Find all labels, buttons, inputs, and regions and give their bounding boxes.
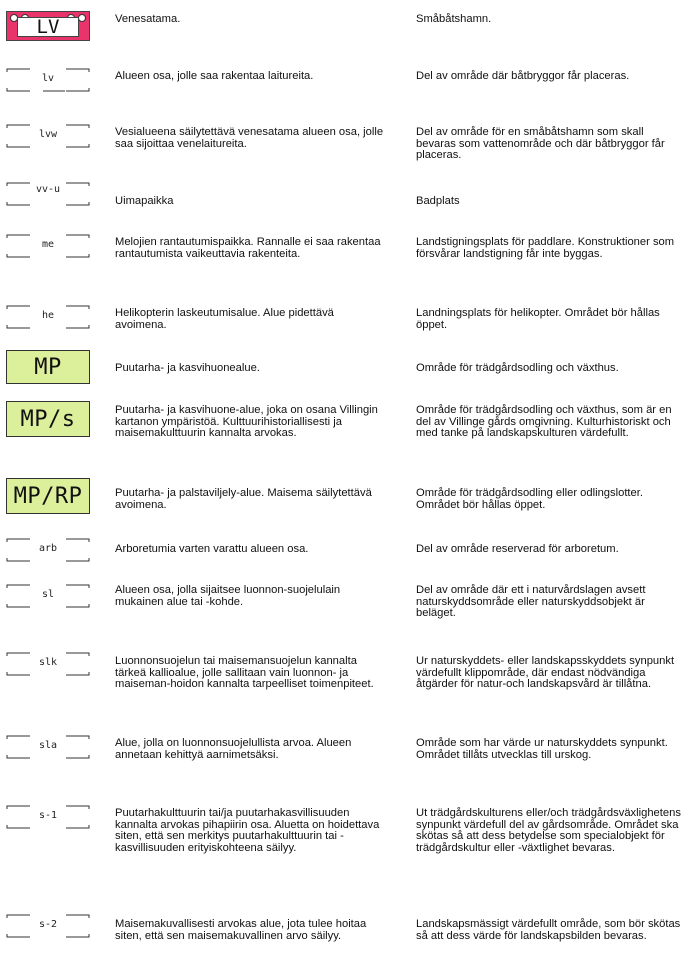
finnish-text: Alueen osa, jolle saa rakentaa laitureita. xyxy=(115,70,314,82)
finnish-text: Alueen osa, jolla sijaitsee luonnon-suojelulain mukainen alue tai -kohde. xyxy=(115,584,341,608)
symbol-code: me xyxy=(41,239,55,250)
symbol-code: vv-u xyxy=(35,184,61,195)
symbol-code: LV xyxy=(17,17,79,37)
finnish-text: Puutarhakulttuurin tai/ja puutarhakasvillisuuden kannalta arvokas pihapiirin osa. Aluetta on hoidettava siten, että sen merkitys puutarhakulttuurin tai -kasvillisuuden erityiskohteena säilyy. xyxy=(115,807,380,854)
symbol-code: s-2 xyxy=(38,919,58,930)
finnish-text: Maisemakuvallisesti arvokas alue, jota tulee hoitaa siten, että sen maisemakuvallinen arvo säilyy. xyxy=(115,918,367,942)
symbol-dashed-box xyxy=(6,538,90,562)
finnish-text: Arboretumia varten varattu alueen osa. xyxy=(115,543,309,555)
swedish-text: Del av område för en småbåtshamn som skall bevaras som vattenområde och där båtbryggor får placeras. xyxy=(416,126,665,162)
finnish-text: Luonnonsuojelun tai maisemansuojelun kannalta tärkeä kallioalue, jolle sallitaan vain luonnon- ja maiseman-hoidon kannalta tarpeelliset toimenpiteet. xyxy=(115,655,374,691)
swedish-text: Landskapsmässigt värdefullt område, som bör skötas så att dess värde för landskapsbilden bevaras. xyxy=(416,918,681,942)
swedish-text: Område för trädgårdsodling och växthus. xyxy=(416,362,619,374)
swedish-text: Del av område där ett i naturvårdslagen avsett naturskyddsområde eller naturskyddsobjekt är beläget. xyxy=(416,584,646,620)
swedish-text: Område för trädgårdsodling eller odlingslotter. Området bör hållas öppet. xyxy=(416,487,643,511)
symbol-code: slk xyxy=(38,657,58,668)
symbol-dashed-box xyxy=(6,124,90,148)
symbol-dashed-box xyxy=(6,68,90,92)
finnish-text: Helikopterin laskeutumisalue. Alue pidettävä avoimena. xyxy=(115,307,334,331)
symbol-dashed-box xyxy=(6,305,90,329)
symbol-green-box: MP/RP xyxy=(6,478,90,514)
finnish-text: Venesatama. xyxy=(115,13,181,25)
symbol-dashed-box xyxy=(6,234,90,258)
symbol-code: lvw xyxy=(38,129,58,140)
finnish-text: Melojien rantautumispaikka. Rannalle ei saa rakentaa rantautumista vaikeuttavia rakenteita. xyxy=(115,236,381,260)
symbol-lv-pink xyxy=(6,11,90,41)
symbol-code: s-1 xyxy=(38,810,58,821)
finnish-text: Puutarha- ja kasvihuonealue. xyxy=(115,362,260,374)
swedish-text: Del av område där båtbryggor får placeras. xyxy=(416,70,630,82)
symbol-dashed-box xyxy=(6,805,90,829)
symbol-dashed-box xyxy=(6,182,90,206)
symbol-dashed-box xyxy=(6,652,90,676)
finnish-text: Vesialueena säilytettävä venesatama alueen osa, jolle saa sijoittaa venelaitureita. xyxy=(115,126,384,150)
swedish-text: Område som har värde ur naturskyddets synpunkt. Området tillåts utvecklas till urskog. xyxy=(416,737,668,761)
symbol-code: sla xyxy=(38,740,58,751)
symbol-dashed-box xyxy=(6,584,90,608)
swedish-text: Landningsplats för helikopter. Området bör hållas öppet. xyxy=(416,307,660,331)
symbol-green-box: MP/s xyxy=(6,401,90,437)
swedish-text: Ut trädgårdskulturens eller/och trädgårdsväxlighetens synpunkt värdefull del av gårdsområde. Området ska skötas så att dess betydelse som specialobjekt för trädgårdskultur eller -växtlighet bevaras. xyxy=(416,807,681,854)
symbol-code: he xyxy=(41,310,55,321)
symbol-code: arb xyxy=(38,543,58,554)
symbol-green-box: MP xyxy=(6,350,90,384)
swedish-text: Ur naturskyddets- eller landskapsskyddets synpunkt värdefullt klippområde, där endast nödvändiga åtgärder för natur-och landskapsvård är tillåtna. xyxy=(416,655,675,691)
symbol-code: sl xyxy=(41,589,55,600)
swedish-text: Småbåtshamn. xyxy=(416,13,492,25)
finnish-text: Puutarha- ja kasvihuone-alue, joka on osana Villingin kartanon ympäristöä. Kulttuurihistoriallisesti ja maisemakulttuurin kannalta arvokas. xyxy=(115,404,378,440)
finnish-text: Uimapaikka xyxy=(115,195,174,207)
swedish-text: Badplats xyxy=(416,195,460,207)
swedish-text: Del av område reserverad för arboretum. xyxy=(416,543,619,555)
symbol-dashed-box xyxy=(6,914,90,938)
symbol-dashed-box xyxy=(6,735,90,759)
finnish-text: Alue, jolla on luonnonsuojelullista arvoa. Alueen annetaan kehittyä aarnimetsäksi. xyxy=(115,737,352,761)
finnish-text: Puutarha- ja palstaviljely-alue. Maisema säilytettävä avoimena. xyxy=(115,487,372,511)
swedish-text: Område för trädgårdsodling och växthus, som är en del av Villinge gårds omgivning. Kulturhistoriskt och med tanke på landskapskulturen värdefullt. xyxy=(416,404,672,440)
swedish-text: Landstigningsplats för paddlare. Konstruktioner som försvårar landstigning får inte byggas. xyxy=(416,236,675,260)
symbol-code: lv xyxy=(41,73,55,84)
